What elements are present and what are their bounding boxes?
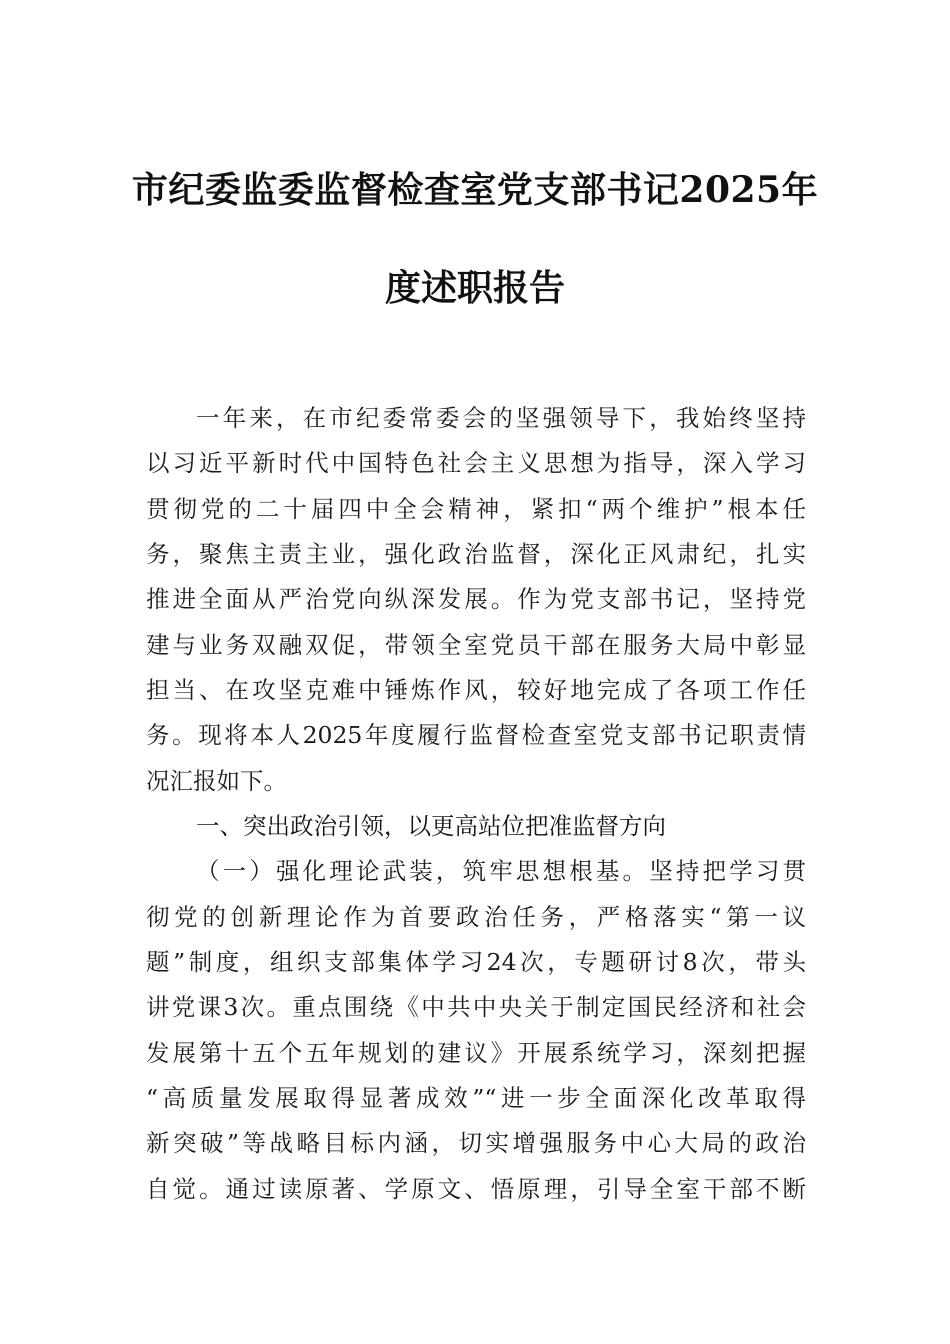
section-heading: 一、突出政治引领，以更高站位把准监督方向 xyxy=(196,812,666,840)
intro-line: 务。现将本人2025年度履行监督检查室党支部书记职责情 xyxy=(146,721,806,749)
intro-line: 贯彻党的二十届四中全会精神，紧扣“两个维护”根本任 xyxy=(146,495,806,523)
subsection-line: （一）强化理论武装，筑牢思想根基。坚持把学习贯 xyxy=(196,857,806,885)
intro-line: 以习近平新时代中国特色社会主义思想为指导，深入学习 xyxy=(146,449,806,477)
subsection-line: 新突破”等战略目标内涵，切实增强服务中心大局的政治 xyxy=(146,1129,806,1157)
document-title-line-1: 市纪委监委监督检查室党支部书记2025年 xyxy=(131,169,819,211)
subsection-line: 自觉。通过读原著、学原文、悟原理，引导全室干部不断 xyxy=(146,1175,806,1203)
intro-line: 推进全面从严治党向纵深发展。作为党支部书记，坚持党 xyxy=(146,585,806,613)
subsection-line: 发展第十五个五年规划的建议》开展系统学习，深刻把握 xyxy=(146,1039,806,1067)
subsection-line: 讲党课3次。重点围绕《中共中央关于制定国民经济和社会 xyxy=(146,993,806,1021)
subsection-line: 题”制度，组织支部集体学习24次，专题研讨8次，带头 xyxy=(146,948,806,976)
intro-line: 况汇报如下。 xyxy=(146,767,287,795)
intro-line: 务，聚焦主责主业，强化政治监督，深化正风肃纪，扎实 xyxy=(146,540,806,568)
document-title-line-2: 度述职报告 xyxy=(384,267,565,309)
intro-line: 担当、在攻坚克难中锤炼作风，较好地完成了各项工作任 xyxy=(146,676,806,704)
intro-line: 建与业务双融双促，带领全室党员干部在服务大局中彰显 xyxy=(146,631,806,659)
subsection-line: “高质量发展取得显著成效”“进一步全面深化改革取得 xyxy=(146,1084,806,1112)
subsection-line: 彻党的创新理论作为首要政治任务，严格落实“第一议 xyxy=(146,903,806,931)
intro-line: 一年来，在市纪委常委会的坚强领导下，我始终坚持 xyxy=(196,404,806,432)
